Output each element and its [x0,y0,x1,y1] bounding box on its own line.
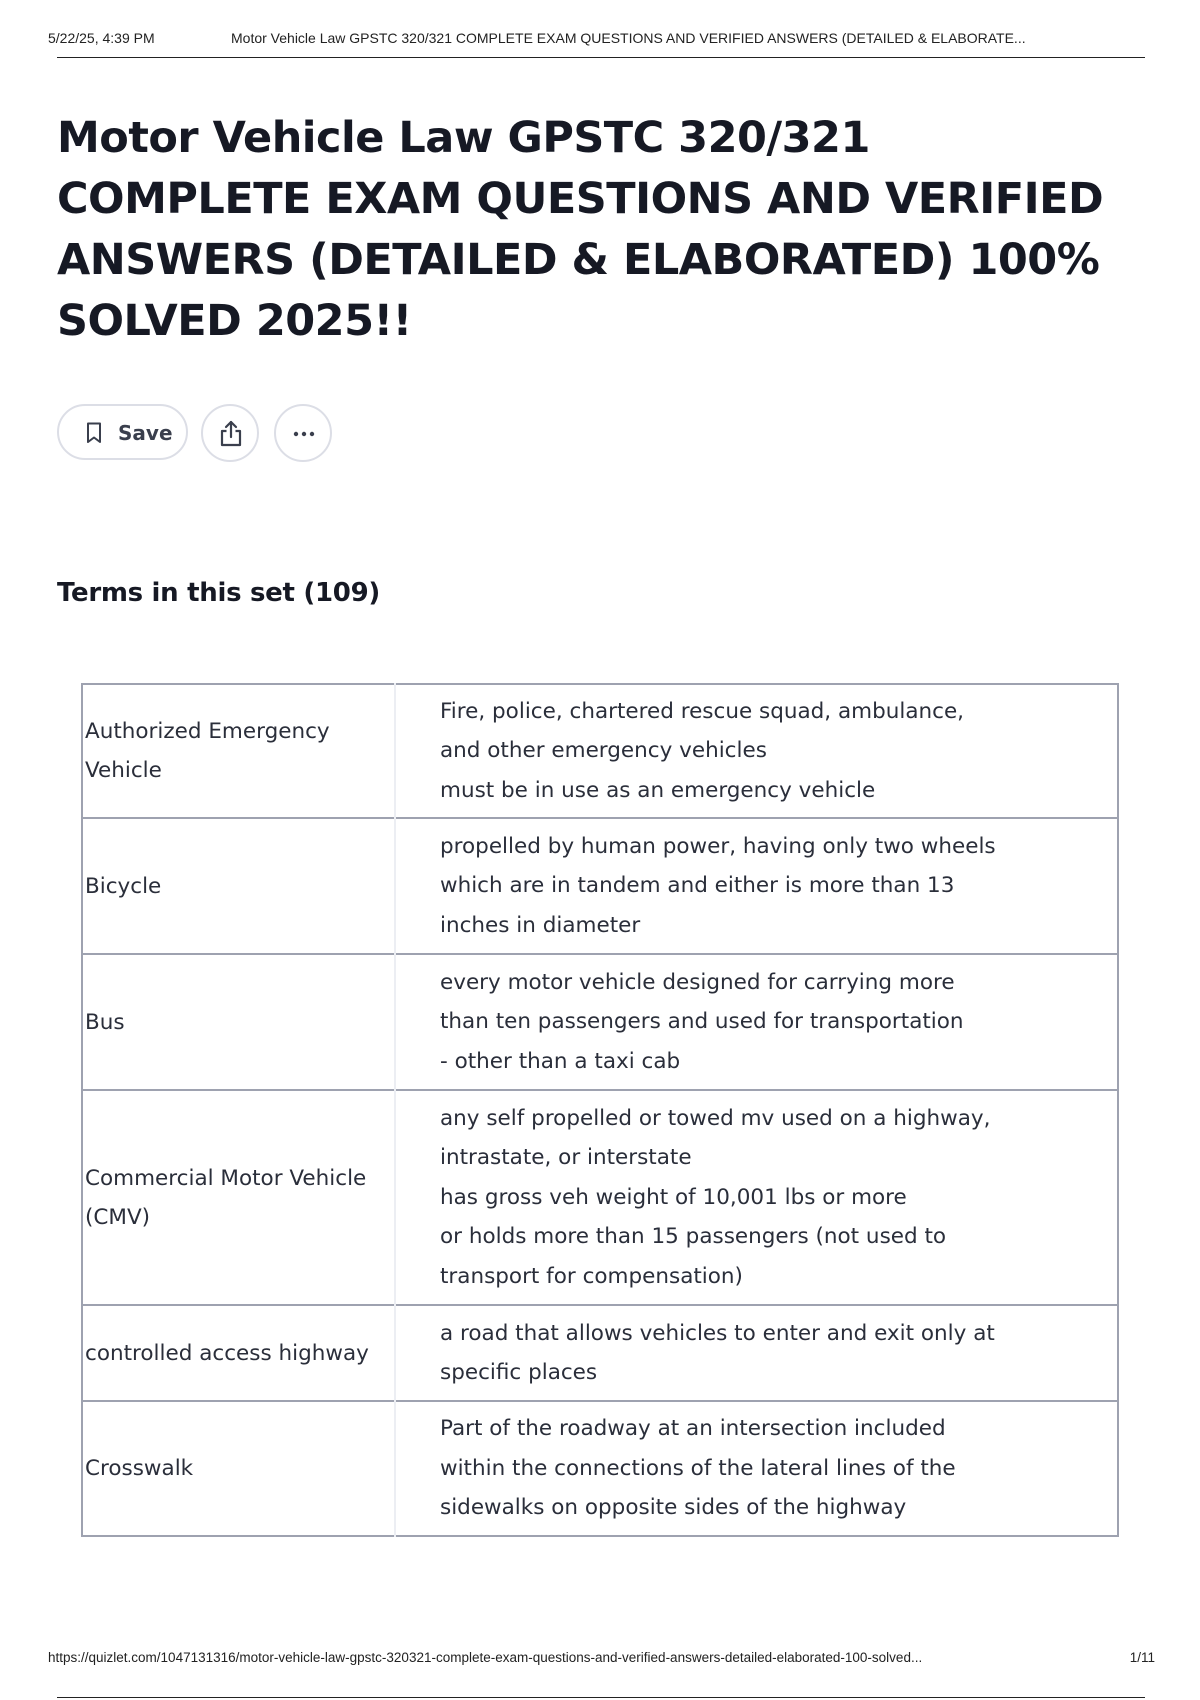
term-cell: Commercial Motor Vehicle (CMV) [82,1090,395,1305]
save-button[interactable] [57,404,188,460]
definition-cell: Fire, police, chartered rescue squad, ambulance, and other emergency vehicles must be in use as an emergency vehicle [440,698,965,803]
term-cell: Bicycle [82,818,395,954]
table-row [82,1090,1118,1305]
table-row [82,684,1118,818]
more-options-button[interactable] [274,404,332,462]
definition-cell: every motor vehicle designed for carrying more than ten passengers and used for transportation - other than a taxi cab [440,969,964,1074]
print-date: 5/22/25, 4:39 PM [48,30,155,46]
share-icon [218,420,244,448]
definition-cell: Part of the roadway at an intersection included within the connections of the lateral lines of the sidewalks on opposite sides of the highway [440,1416,956,1521]
term-cell: Authorized Emergency Vehicle [82,684,395,818]
header-divider [57,57,1145,58]
print-document-title: Motor Vehicle Law GPSTC 320/321 COMPLETE EXAM QUESTIONS AND VERIFIED ANSWERS (DETAILED & ELABORATE... [231,30,1026,46]
share-button[interactable] [201,404,259,462]
table-row [82,1401,1118,1536]
definition-cell: propelled by human power, having only two wheels which are in tandem and either is more than 13 inches in diameter [440,833,996,938]
term-cell: Crosswalk [82,1401,395,1536]
print-url[interactable]: https://quizlet.com/1047131316/motor-vehicle-law-gpstc-320321-complete-exam-questions-and-verified-answers-detailed-elaborated-100-solved... [48,1650,923,1665]
print-header [48,28,1145,50]
page-number: 1/11 [1129,1650,1155,1665]
table-row [82,954,1118,1090]
table-row [82,1305,1118,1401]
more-options-icon [291,420,317,448]
term-cell: controlled access highway [82,1305,395,1401]
bookmark-icon [86,422,102,444]
save-label: Save [118,421,173,445]
table-row [82,818,1118,954]
term-cell: Bus [82,954,395,1090]
footer-divider [57,1697,1145,1698]
page-title: Motor Vehicle Law GPSTC 320/321 COMPLETE EXAM QUESTIONS AND VERIFIED ANSWERS (DETAILED & ELABORATED) 100% SOLVED 2025!! [57,113,1104,346]
terms-table [81,683,1119,1537]
definition-cell: a road that allows vehicles to enter and exit only at specific places [440,1320,995,1385]
terms-heading: Terms in this set (109) [57,578,380,608]
definition-cell: any self propelled or towed mv used on a highway, intrastate, or interstate has gross veh weight of 10,001 lbs or more or holds more than 15 passengers (not used to transport for compensation) [440,1105,991,1289]
